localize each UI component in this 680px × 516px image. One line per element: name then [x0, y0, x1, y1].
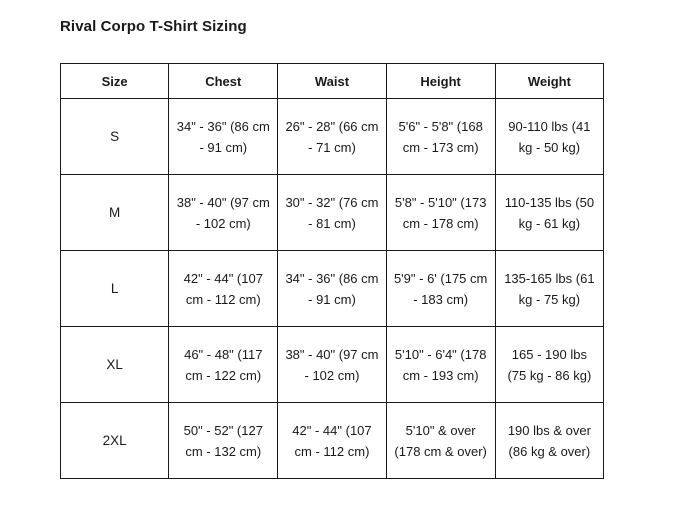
cell-size: M: [61, 175, 169, 251]
table-row: [61, 251, 604, 327]
cell-chest: 50" - 52" (127 cm - 132 cm): [169, 403, 278, 479]
header-height: Height: [386, 64, 495, 99]
cell-chest: 42" - 44" (107 cm - 112 cm): [169, 251, 278, 327]
cell-height: 5'9" - 6' (175 cm - 183 cm): [386, 251, 495, 327]
cell-height: 5'10" & over (178 cm & over): [386, 403, 495, 479]
cell-waist: 30" - 32" (76 cm - 81 cm): [278, 175, 386, 251]
page-title: Rival Corpo T-Shirt Sizing: [60, 18, 247, 35]
cell-size: 2XL: [61, 403, 169, 479]
table-row: [61, 327, 604, 403]
sizing-table: [60, 63, 604, 479]
table-row: [61, 99, 604, 175]
header-weight: Weight: [495, 64, 603, 99]
cell-waist: 26" - 28" (66 cm - 71 cm): [278, 99, 386, 175]
header-size: Size: [61, 64, 169, 99]
cell-height: 5'10" - 6'4" (178 cm - 193 cm): [386, 327, 495, 403]
cell-chest: 46" - 48" (117 cm - 122 cm): [169, 327, 278, 403]
cell-chest: 38" - 40" (97 cm - 102 cm): [169, 175, 278, 251]
cell-weight: 90-110 lbs (41 kg - 50 kg): [495, 99, 603, 175]
cell-waist: 38" - 40" (97 cm - 102 cm): [278, 327, 386, 403]
cell-size: S: [61, 99, 169, 175]
table-row: [61, 175, 604, 251]
cell-size: XL: [61, 327, 169, 403]
header-waist: Waist: [278, 64, 386, 99]
cell-waist: 34" - 36" (86 cm - 91 cm): [278, 251, 386, 327]
cell-weight: 165 - 190 lbs (75 kg - 86 kg): [495, 327, 603, 403]
cell-chest: 34" - 36" (86 cm - 91 cm): [169, 99, 278, 175]
table-header-row: [61, 64, 604, 99]
cell-weight: 135-165 lbs (61 kg - 75 kg): [495, 251, 603, 327]
cell-waist: 42" - 44" (107 cm - 112 cm): [278, 403, 386, 479]
cell-height: 5'8" - 5'10" (173 cm - 178 cm): [386, 175, 495, 251]
table-row: [61, 403, 604, 479]
header-chest: Chest: [169, 64, 278, 99]
cell-weight: 110-135 lbs (50 kg - 61 kg): [495, 175, 603, 251]
cell-weight: 190 lbs & over (86 kg & over): [495, 403, 603, 479]
cell-height: 5'6" - 5'8" (168 cm - 173 cm): [386, 99, 495, 175]
cell-size: L: [61, 251, 169, 327]
